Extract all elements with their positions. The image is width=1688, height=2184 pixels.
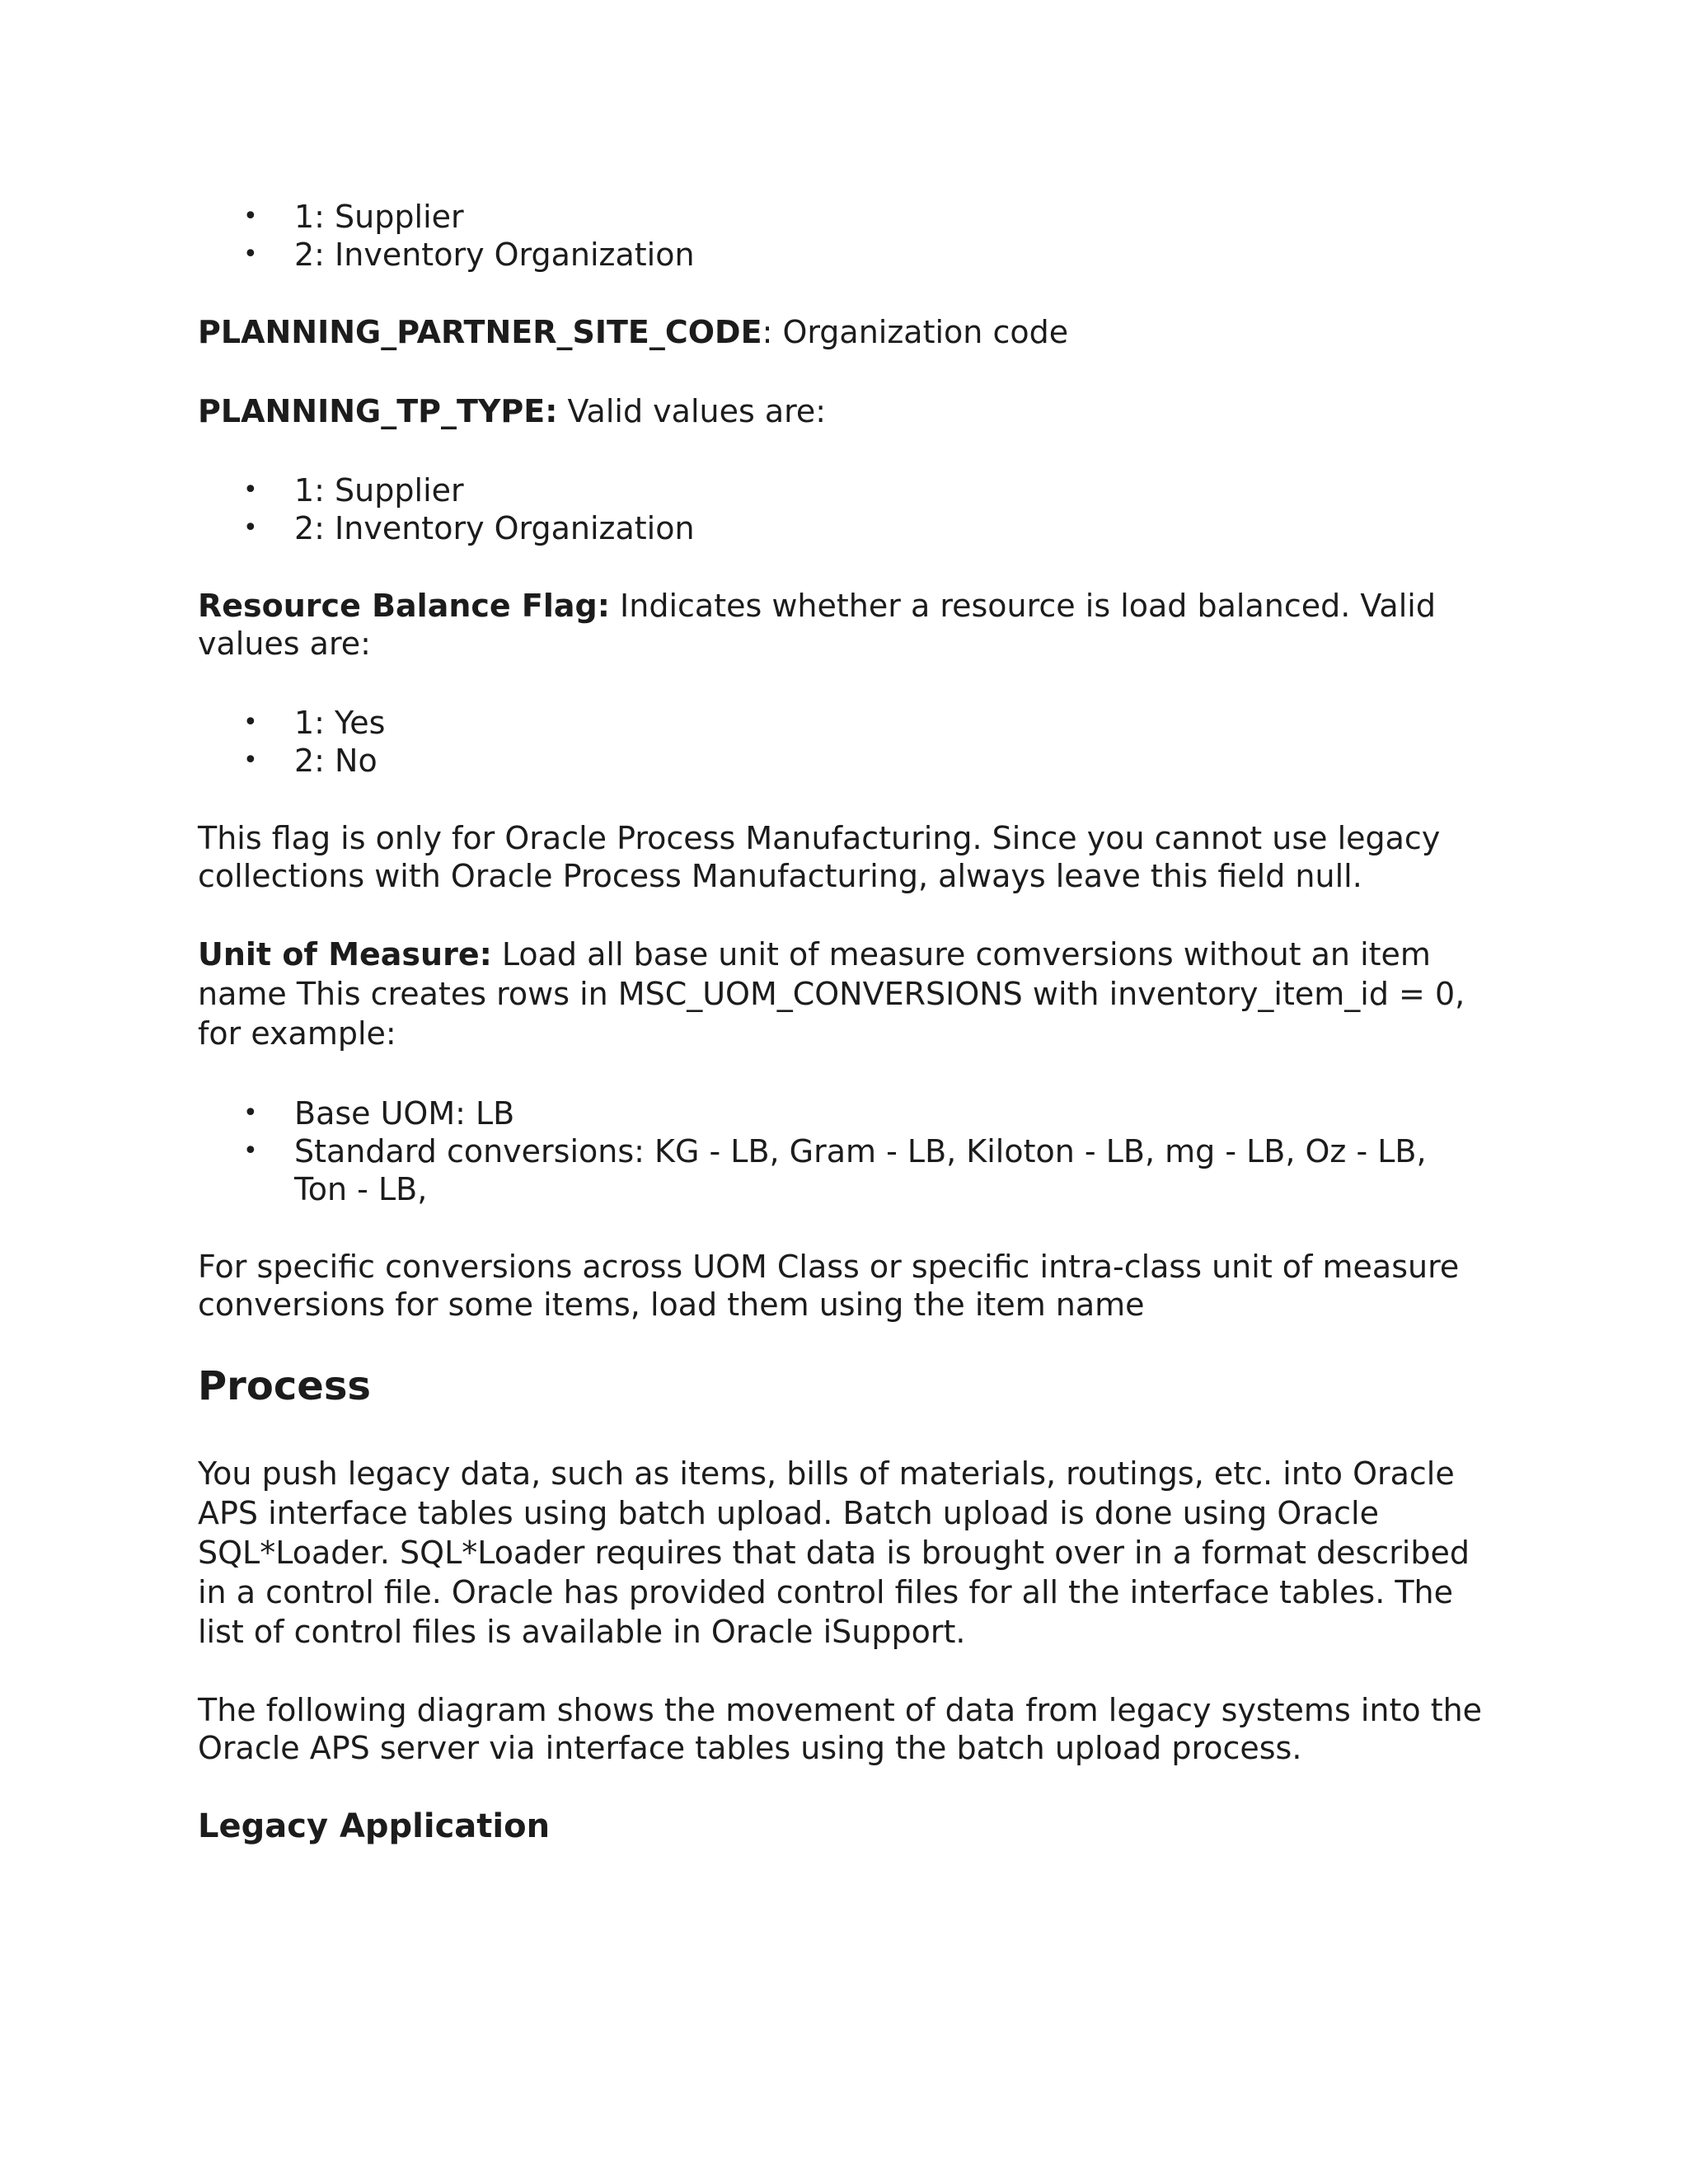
list-item: • Standard conversions: KG - LB, Gram - LB, Kiloton - LB, mg - LB, Oz - LB, Ton - LB,	[198, 1132, 1484, 1208]
document-body	[198, 198, 1484, 1846]
list-item: • 2: Inventory Organization	[198, 236, 1484, 274]
subsection-heading-legacy-application: Legacy Application	[198, 1807, 551, 1845]
list-item: • 1: Supplier	[198, 198, 1484, 236]
planning-partner-site-code-paragraph	[198, 313, 1484, 351]
uom-specific-note: For specific conversions across UOM Class or specific intra-class unit of measure conversions for some items, load them using the item name	[198, 1249, 1460, 1323]
term-label: PLANNING_TP_TYPE:	[198, 393, 558, 429]
term-description: : Organization code	[762, 314, 1069, 350]
list-item: • 2: No	[198, 742, 1484, 780]
term-label: PLANNING_PARTNER_SITE_CODE	[198, 314, 762, 350]
process-paragraph: You push legacy data, such as items, bills of materials, routings, etc. into Oracle APS interface tables using batch upload. Batch upload is done using Oracle SQL*Loader. SQL*Loader requires that data is brought over in a format described in a control file. Oracle has provided control files for all the interface tables. The list of control files is available in Oracle iSupport.	[198, 1455, 1470, 1650]
term-description: Indicates whether a resource is load balanced. Valid values are:	[198, 588, 1436, 662]
list-item: • Base UOM: LB	[198, 1094, 1484, 1132]
unit-of-measure-paragraph	[198, 935, 1484, 1053]
section-heading-process: Process	[198, 1363, 371, 1409]
resource-balance-note: This flag is only for Oracle Process Manufacturing. Since you cannot use legacy collections with Oracle Process Manufacturing, always leave this field null.	[198, 820, 1441, 894]
list-item: • 2: Inventory Organization	[198, 509, 1484, 547]
list-item: • 1: Supplier	[198, 471, 1484, 509]
diagram-intro-paragraph: The following diagram shows the movement of data from legacy systems into the Oracle APS server via interface tables using the batch upload process.	[198, 1692, 1483, 1766]
uom-conversions-list	[198, 1094, 1484, 1208]
term-description: Valid values are:	[557, 393, 827, 429]
term-label: Unit of Measure:	[198, 936, 492, 972]
term-label: Resource Balance Flag:	[198, 588, 610, 624]
list-item: • 1: Yes	[198, 704, 1484, 742]
planning-tp-type-values-list	[198, 471, 1484, 547]
resource-balance-flag-paragraph	[198, 587, 1484, 663]
resource-balance-values-list	[198, 704, 1484, 780]
trading-partner-type-list	[198, 198, 1484, 274]
term-description: Load all base unit of measure comversions without an item name This creates rows in MSC_UOM_CONVERSIONS with inventory_item_id = 0, for example:	[198, 936, 1465, 1052]
planning-tp-type-paragraph	[198, 392, 1484, 430]
